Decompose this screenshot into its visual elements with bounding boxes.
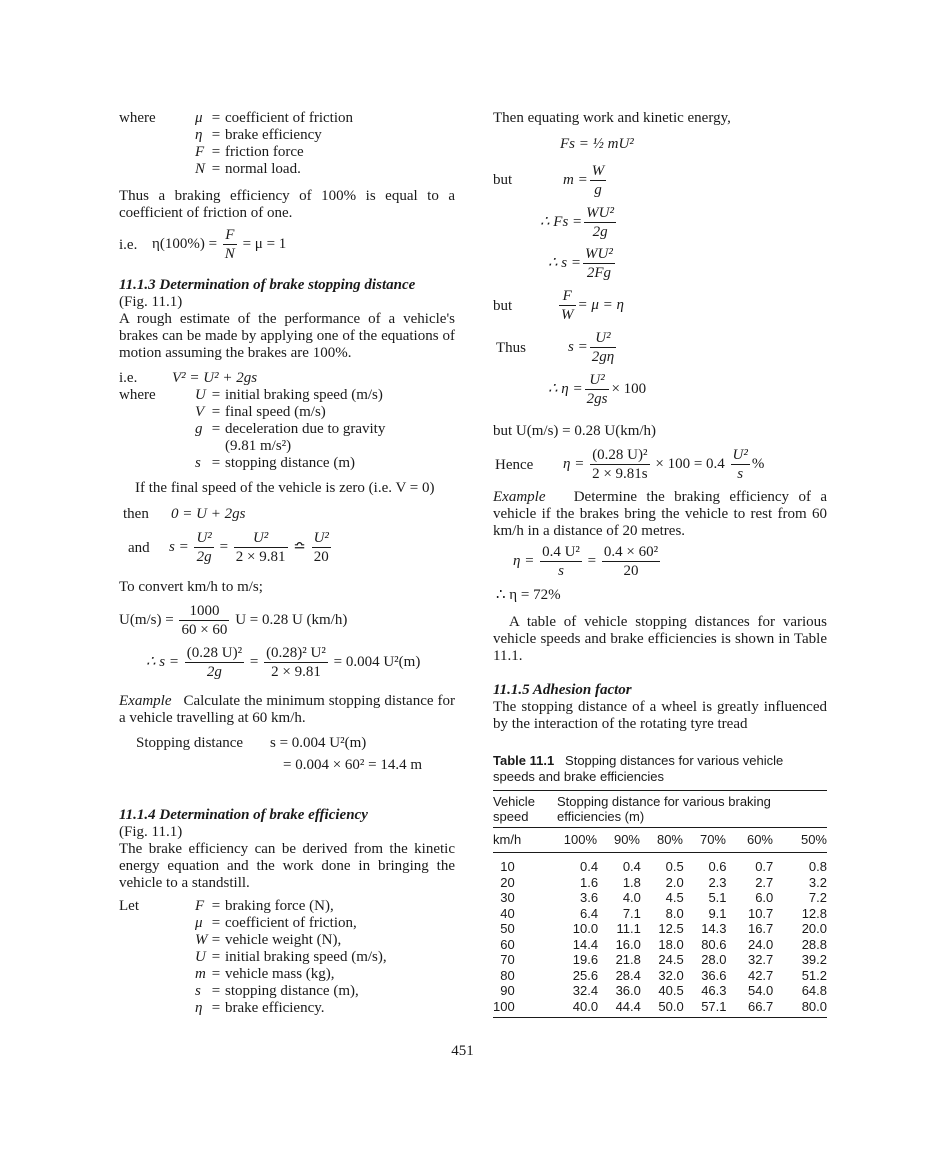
table-row <box>493 875 827 891</box>
eq-s-num3: U² <box>313 530 329 546</box>
table-cell-speed: 10 <box>500 859 515 874</box>
eq-m-left: m = <box>563 171 588 188</box>
table-cell-distance: 0.4 <box>580 859 599 874</box>
definition-equals: = <box>211 983 221 999</box>
table-cell-speed: 40 <box>500 905 515 921</box>
table-cell-speed: 100 <box>493 998 515 1014</box>
table-cell-distance: 24.5 <box>658 952 684 967</box>
eq-s3-left: s = <box>568 338 588 355</box>
table-row <box>493 952 827 968</box>
heading-stopping-distance-ref: (Fig. 11.1) <box>119 294 183 310</box>
definition-lead <box>119 404 195 421</box>
eq-s-num: WU² <box>585 246 613 262</box>
table-row <box>493 983 827 999</box>
eq-s2-right: = 0.004 U²(m) <box>333 653 421 670</box>
equation-then <box>119 506 455 523</box>
definition-lead <box>119 983 195 1000</box>
hence-label: Hence <box>495 457 534 473</box>
definition-symbol: μ <box>195 915 203 931</box>
definition-symbol: m <box>195 966 206 982</box>
stop-eq1: s = 0.004 U²(m) <box>270 735 367 751</box>
table-cell-distance: 5.1 <box>708 890 727 905</box>
table-cell-distance: 46.3 <box>701 983 727 998</box>
table-cell-distance: 28.4 <box>615 967 641 983</box>
definition-equals: = <box>211 161 221 177</box>
definition-lead <box>119 1000 195 1017</box>
table-head-row <box>493 791 827 827</box>
stop-eq2: = 0.004 × 60² = 14.4 m <box>283 757 423 773</box>
definition-lead <box>119 932 195 949</box>
table-caption-label: Table 11.1 <box>493 753 555 768</box>
equation-s: and s = $\frac{\text{U²}}{2g}$ = $\frac{\text{U²}}{2 \times 9.81}$ ≏ $\frac{\text{U²}}{20}$ <box>128 530 329 565</box>
eq-s-den3: 20 <box>313 549 329 565</box>
paragraph-table-intro: A table of vehicle stopping distances for various vehicle speeds and brake efficiencies is shown in Table 11.1. <box>493 614 827 664</box>
table-cell-distance: 18.0 <box>658 936 684 952</box>
table-caption-text: Stopping distances for various vehicle speeds and brake efficiencies <box>493 753 784 784</box>
eq-u-num: 1000 <box>179 602 229 621</box>
eq-s2-den1: 2g <box>206 664 222 680</box>
definition-lead <box>119 949 195 966</box>
definition-text: braking force (N), <box>225 898 334 914</box>
example-label: Example <box>119 693 172 709</box>
eq9-den: 2 × 9.81s <box>592 466 648 482</box>
stopping-table <box>493 791 827 827</box>
definition-equals: = <box>211 455 221 471</box>
definition-equals <box>207 438 225 455</box>
table-cell-distance: 9.1 <box>708 905 727 921</box>
definition-equals: = <box>211 898 221 914</box>
table-cell-distance: 12.8 <box>801 905 827 921</box>
definition-text: brake efficiency <box>225 127 322 143</box>
table-efficiency-header: 80% <box>656 832 683 848</box>
table-cell-speed: 90 <box>500 983 515 998</box>
table-row <box>493 859 827 875</box>
thus-label: Thus <box>496 340 526 356</box>
definition-equals: = <box>211 949 221 965</box>
eq-ie-label: i.e. <box>119 237 138 253</box>
eq-fs2-den: 2g <box>592 224 608 240</box>
equation-eta-result: ∴ η = 72% <box>496 587 561 603</box>
table-cell-distance: 28.0 <box>701 952 727 967</box>
eq9-den2: s <box>737 466 744 482</box>
paragraph-rough-estimate: A rough estimate of the performance of a vehicle's brakes can be made by applying one of the equations of motion assuming the brakes are 100%. <box>119 311 455 361</box>
eq10-den: s <box>558 563 564 579</box>
eq10-num: 0.4 U² <box>542 544 580 560</box>
table-cell-distance: 3.2 <box>808 874 827 890</box>
ie-label: i.e. <box>119 370 138 386</box>
definition-text: initial braking speed (m/s) <box>225 387 383 403</box>
definition-lead <box>119 438 195 455</box>
and-label: and <box>128 540 150 556</box>
definition-text: friction force <box>225 144 304 160</box>
definition-symbol: g <box>195 421 203 437</box>
definition-lead <box>119 127 195 144</box>
definition-symbol: η <box>195 1000 203 1016</box>
table-efficiency-header: 60% <box>746 832 773 848</box>
table-cell-distance: 0.6 <box>708 859 727 874</box>
eq-eff-den: N <box>224 246 235 262</box>
table-cell-distance: 12.5 <box>658 921 684 936</box>
eq9-pct: % <box>751 455 765 472</box>
eq-eff-left: η(100%) = <box>152 235 218 252</box>
paragraph-convert: To convert km/h to m/s; <box>119 579 263 595</box>
definition-symbol: V <box>195 404 205 420</box>
definition-symbol: U <box>195 387 206 403</box>
table-row <box>493 999 827 1015</box>
table-cell-distance: 24.0 <box>747 936 774 952</box>
eq-s3-num: U² <box>590 329 616 348</box>
definition-text: stopping distance (m) <box>225 455 355 471</box>
table-cell-distance: 51.2 <box>801 967 827 983</box>
definition-equals: = <box>211 144 221 160</box>
definition-text: vehicle weight (N), <box>225 932 342 948</box>
table-cell-distance: 2.0 <box>665 874 684 890</box>
eq-motion: V² = U² + 2gs <box>172 370 258 386</box>
table-cell-distance: 42.7 <box>747 967 774 983</box>
table-cell-speed: 20 <box>500 874 515 890</box>
eq-s-num2: U² <box>234 529 288 548</box>
paragraph-final-speed: If the final speed of the vehicle is zero (i.e. V = 0) <box>135 480 435 496</box>
table-cell-distance: 14.4 <box>572 936 599 952</box>
equation-efficiency <box>119 226 455 264</box>
definition-symbol <box>195 438 207 455</box>
definition-lead <box>119 144 195 161</box>
definition-equals: = <box>211 127 221 143</box>
table-efficiency-header: 90% <box>613 832 640 848</box>
eq-eta-num: U² <box>585 371 610 390</box>
table-cell-distance: 40.5 <box>658 983 684 998</box>
stop-label: Stopping distance <box>136 735 244 751</box>
eq9-num2: U² <box>732 447 748 463</box>
eq-s-num1: U² <box>196 530 212 546</box>
definition-symbol: U <box>195 949 206 965</box>
eq9-num: (0.28 U)² <box>590 446 650 465</box>
eq-fs2-num: WU² <box>586 205 614 221</box>
paragraph-kinetic-energy: The brake efficiency can be derived from the kinetic energy equation and the work done in bringing the vehicle to a standstill. <box>119 841 455 891</box>
table-cell-distance: 0.5 <box>665 859 684 874</box>
definition-lead: where <box>119 110 156 126</box>
definition-text: (9.81 m/s²) <box>225 438 292 454</box>
definition-lead: where <box>119 387 156 403</box>
definition-symbol: N <box>195 161 206 177</box>
table-cell-distance: 14.3 <box>701 921 727 936</box>
table-efficiency-header: 70% <box>699 832 726 848</box>
heading-adhesion-factor: 11.1.5 Adhesion factor <box>493 682 632 698</box>
table-cell-distance: 6.4 <box>580 905 599 921</box>
definition-equals: = <box>211 966 221 982</box>
definition-symbol: F <box>195 898 205 914</box>
equation-stopping-distance <box>119 735 455 781</box>
eq-ratio-right: = μ = η <box>577 296 624 313</box>
equation-conversion <box>119 602 455 642</box>
eq-fs: Fs = ½ mU² <box>560 136 634 152</box>
equation-motion <box>119 370 455 387</box>
table-stopping-distances <box>493 753 827 1018</box>
table-head-span: Stopping distance for various braking efficiencies (m) <box>557 793 771 824</box>
table-cell-distance: 1.8 <box>622 874 641 890</box>
heading-brake-efficiency-ref: (Fig. 11.1) <box>119 824 183 840</box>
equation-hence <box>493 446 827 488</box>
definition-symbol: μ <box>195 110 203 126</box>
definition-equals: = <box>211 387 221 403</box>
table-efficiency-header: 100% <box>563 832 597 848</box>
definition-lead <box>119 421 195 438</box>
table-cell-distance: 4.5 <box>665 890 684 905</box>
definition-text: final speed (m/s) <box>225 404 326 420</box>
eq-eff-num: F <box>223 226 237 245</box>
example-stopping <box>119 693 455 727</box>
table-cell-distance: 32.4 <box>572 983 599 998</box>
table-cell-distance: 28.8 <box>801 936 827 952</box>
eq-u-left: U(m/s) = <box>119 611 174 628</box>
table-row <box>493 906 827 922</box>
eq-s-den: 2Fg <box>586 265 612 281</box>
definition-symbol: F <box>195 144 205 160</box>
eq-eta-right: × 100 <box>611 380 647 397</box>
eq9-mid: × 100 = 0.4 <box>655 455 725 472</box>
table-cell-distance: 19.6 <box>572 952 599 967</box>
definition-equals: = <box>211 1000 221 1016</box>
definition-lead: Let <box>119 898 139 914</box>
example2-label: Example <box>493 489 546 505</box>
table-cell-distance: 54.0 <box>747 983 774 998</box>
definitions-friction <box>119 110 455 178</box>
eq-s-den1: 2g <box>196 549 212 565</box>
eq-s-approx: ≏ <box>293 538 306 555</box>
eq-eta-den: 2gs <box>586 391 608 407</box>
definition-text: vehicle mass (kg), <box>225 966 335 982</box>
eq10-den2: 20 <box>623 563 639 579</box>
definition-text: initial braking speed (m/s), <box>225 949 387 965</box>
eq-u-den: 60 × 60 <box>181 622 228 638</box>
table-row <box>493 937 827 953</box>
definition-symbol: W <box>195 932 208 948</box>
table-cell-speed: 60 <box>500 936 515 952</box>
table-cell-speed: 70 <box>500 952 515 967</box>
eq-s2-left: ∴ s = <box>146 653 180 670</box>
eq-eff-right: = μ = 1 <box>242 235 287 252</box>
eq-eta-left: ∴ η = <box>548 380 583 397</box>
table-cell-distance: 39.2 <box>801 952 827 967</box>
eq10-left: η = <box>513 552 535 569</box>
table-row <box>493 968 827 984</box>
eq-s2-num1: (0.28 U)² <box>186 645 243 661</box>
equation-s-conversion: ∴ s = $\frac{\text{(0.28 U)²}}{2g}$ = $\frac{\text{(0.28)² U²}}{2 \times 9.81}$ = 0.004 U²(m) <box>146 645 421 680</box>
table-caption <box>493 753 827 785</box>
table-cell-speed: 80 <box>500 967 515 983</box>
table-cell-distance: 3.6 <box>580 890 599 905</box>
definition-equals: = <box>211 404 221 420</box>
example-efficiency <box>493 489 827 540</box>
definition-text: normal load. <box>225 161 301 177</box>
definition-equals: = <box>211 110 221 126</box>
table-cell-distance: 7.2 <box>808 890 827 905</box>
table-cell-distance: 21.8 <box>615 952 641 967</box>
table-cell-distance: 16.0 <box>615 936 641 952</box>
but1-label: but <box>493 172 513 188</box>
table-cell-distance: 32.0 <box>658 967 684 983</box>
table-cell-distance: 57.1 <box>701 998 727 1014</box>
heading-stopping-distance: 11.1.3 Determination of brake stopping distance <box>119 277 416 293</box>
table-row <box>493 921 827 937</box>
left-column <box>119 110 455 1017</box>
definitions-efficiency <box>119 898 455 1017</box>
eq9-left: η = <box>563 455 585 472</box>
stopping-table-units <box>493 828 827 852</box>
table-cell-distance: 6.0 <box>755 890 774 905</box>
table-cell-distance: 50.0 <box>658 998 684 1014</box>
table-unit-row <box>493 828 827 852</box>
then-label: then <box>123 506 149 522</box>
definition-lead <box>119 455 195 472</box>
right-column <box>493 110 827 1018</box>
eq-ratio-num: F <box>559 287 576 306</box>
definition-text: coefficient of friction, <box>225 915 357 931</box>
definition-equals: = <box>211 421 221 437</box>
table-cell-distance: 7.1 <box>622 905 641 921</box>
table-cell-speed: 50 <box>500 921 515 936</box>
table-cell-distance: 25.6 <box>572 967 599 983</box>
paragraph-efficiency-note: Thus a braking efficiency of 100% is equal to a coefficient of friction of one. <box>119 188 455 221</box>
table-cell-distance: 11.1 <box>616 921 641 936</box>
eq-s-label: s = <box>169 538 189 555</box>
eq-m-num: W <box>591 163 605 179</box>
stopping-table-body <box>493 859 827 1014</box>
eq-s-left: ∴ s = <box>548 254 582 271</box>
table-cell-distance: 10.7 <box>747 905 774 921</box>
table-efficiency-header: 50% <box>800 832 827 848</box>
eq10-num2: 0.4 × 60² <box>603 544 659 560</box>
definition-equals: = <box>211 932 221 948</box>
definition-text: deceleration due to gravity <box>225 421 386 437</box>
definitions-motion <box>119 387 455 472</box>
eq-u-right: U = 0.28 U (km/h) <box>235 611 348 628</box>
definition-lead <box>119 966 195 983</box>
table-row <box>493 890 827 906</box>
table-cell-distance: 0.8 <box>808 859 827 874</box>
table-cell-distance: 32.7 <box>747 952 774 967</box>
table-cell-distance: 40.0 <box>572 998 599 1014</box>
eq-fs2-left: ∴ Fs = <box>540 213 583 230</box>
eq-then: 0 = U + 2gs <box>171 506 246 522</box>
equation-example-result: η = $\frac{\text{0.4 U²}}{s}$ = $\frac{\text{0.4 × 60²}}{20}$ <box>513 544 659 579</box>
definition-text: coefficient of friction <box>225 110 353 126</box>
definition-text: brake efficiency. <box>225 1000 325 1016</box>
table-cell-distance: 44.4 <box>615 998 641 1014</box>
table-head-speed: Vehicle speed <box>493 793 535 824</box>
table-cell-distance: 1.6 <box>580 874 599 890</box>
table-cell-distance: 4.0 <box>622 890 641 905</box>
eq-s2-den2: 2 × 9.81 <box>271 664 321 680</box>
example-text: Calculate the minimum stopping distance for a vehicle travelling at 60 km/h. <box>119 693 456 726</box>
table-cell-distance: 20.0 <box>801 921 827 936</box>
definition-lead <box>119 161 195 178</box>
definition-symbol: s <box>195 455 201 471</box>
table-cell-distance: 64.8 <box>801 983 827 998</box>
eq-s3-den: 2gη <box>591 349 615 365</box>
definition-equals: = <box>211 915 221 931</box>
paragraph-adhesion: The stopping distance of a wheel is greatly influenced by the interaction of the rotating tyre tread <box>493 699 827 732</box>
page-number: 451 <box>451 1043 474 1059</box>
example2-text: Determine the braking efficiency of a vehicle if the brakes bring the vehicle to rest from 60 km/h in a distance of 20 metres. <box>493 489 828 539</box>
table-cell-speed: 30 <box>500 890 515 905</box>
but2-label: but <box>493 298 513 314</box>
definition-text: stopping distance (m), <box>225 983 359 999</box>
table-cell-distance: 0.7 <box>755 859 774 874</box>
definition-symbol: η <box>195 127 203 143</box>
table-cell-distance: 10.0 <box>572 921 599 936</box>
heading-brake-efficiency: 11.1.4 Determination of brake efficiency <box>119 807 368 823</box>
eq-m-den: g <box>594 182 602 198</box>
table-cell-distance: 16.7 <box>747 921 774 936</box>
table-cell-distance: 66.7 <box>747 998 774 1014</box>
table-cell-distance: 0.4 <box>622 859 641 874</box>
table-cell-distance: 36.0 <box>615 983 641 998</box>
paragraph-equating: Then equating work and kinetic energy, <box>493 110 731 126</box>
eq-ratio-den: W <box>561 307 574 323</box>
table-cell-distance: 2.7 <box>755 874 774 890</box>
eq-s-den2: 2 × 9.81 <box>235 549 286 565</box>
table-cell-distance: 2.3 <box>708 874 727 890</box>
table-unit: km/h <box>493 832 522 848</box>
eq-s2-num2: (0.28)² U² <box>266 645 326 661</box>
table-cell-distance: 8.0 <box>665 905 684 921</box>
table-cell-distance: 80.0 <box>801 998 827 1014</box>
equation-but-u: but U(m/s) = 0.28 U(km/h) <box>493 423 657 439</box>
table-cell-distance: 36.6 <box>701 967 727 983</box>
definition-lead <box>119 915 195 932</box>
definition-symbol: s <box>195 983 201 999</box>
table-cell-distance: 80.6 <box>701 936 727 952</box>
equations-efficiency-derivation <box>493 129 827 429</box>
